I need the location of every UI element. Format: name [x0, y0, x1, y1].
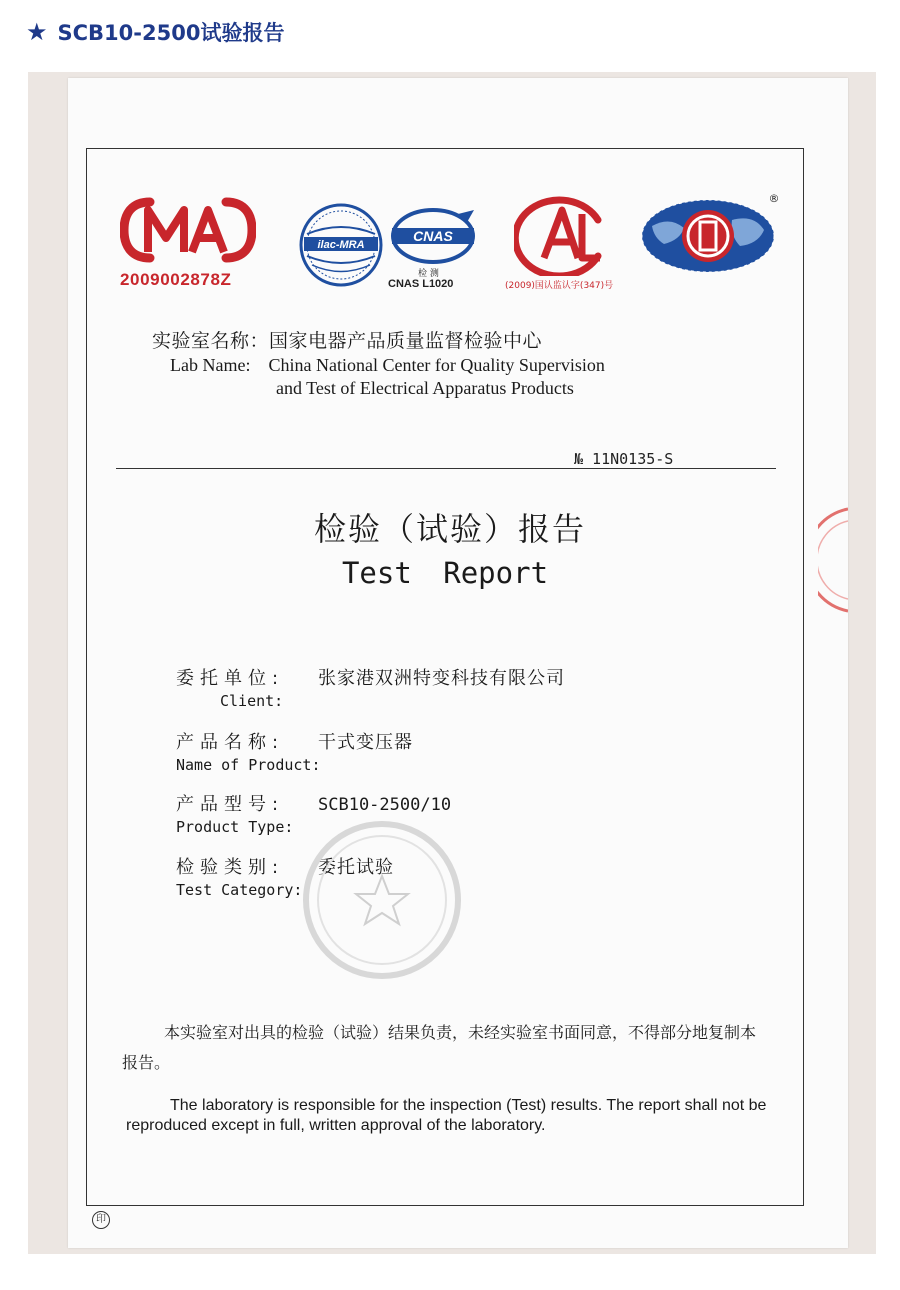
page-heading-text: SCB10-2500试验报告 [57, 21, 285, 45]
field-value: 张家港双洲特变科技有限公司 [318, 668, 565, 689]
print-mark-icon: 印 [92, 1211, 110, 1229]
page-heading [26, 14, 284, 50]
field-label-zh: 委托单位: [176, 668, 285, 689]
cma-code: 2009002878Z [120, 270, 232, 289]
ilac-text: ilac-MRA [317, 239, 365, 251]
star-icon: ★ [26, 18, 48, 46]
lab-name-en-line2: and Test of Electrical Apparatus Products [276, 378, 574, 398]
cnas-text: CNAS [413, 228, 453, 244]
field-label-en: Test Category: [176, 881, 303, 899]
cal-code: (2009)国认监认字(347)号 [505, 281, 614, 291]
field-value: 干式变压器 [318, 732, 413, 753]
field-product-name [176, 728, 413, 774]
cma-logo-icon [120, 194, 256, 268]
field-label-en: Client: [220, 692, 284, 710]
lab-name-en [170, 355, 605, 376]
divider [116, 468, 776, 469]
field-label-zh: 产品型号: [176, 794, 285, 815]
disclaimer-en: The laboratory is responsible for the inspection (Test) results. The report shall not be reproduced except in full, written approval of the laboratory. [126, 1097, 767, 1134]
field-label-zh: 产品名称: [176, 732, 285, 753]
field-value: 委托试验 [318, 857, 394, 878]
cnas-sub-label: 检 测 [418, 269, 439, 279]
field-value: SCB10-2500/10 [318, 795, 452, 815]
field-label-zh: 检验类别: [176, 857, 285, 878]
lab-name-en-line1: China National Center for Quality Supervision [268, 355, 605, 375]
cnas-code: CNAS L1020 [388, 278, 454, 290]
report-title-en: Test Report [341, 556, 549, 590]
field-client [176, 664, 565, 710]
field-label-en: Product Type: [176, 818, 294, 836]
ilac-mra-logo-icon [298, 202, 384, 288]
report-number: № 11N0135-S [574, 450, 674, 468]
registered-mark: ® [768, 192, 780, 205]
disclaimer-zh: 本实验室对出具的检验（试验）结果负责，未经实验室书面同意，不得部分地复制本报告。 [122, 1023, 757, 1072]
lab-name-zh: 实验室名称：国家电器产品质量监督检验中心 [152, 330, 543, 352]
lab-name-label: Lab Name: [170, 355, 251, 375]
report-title-zh: 检验（试验）报告 [313, 510, 586, 548]
field-label-en: Name of Product: [176, 756, 321, 774]
red-seal-icon [818, 505, 848, 615]
cqc-globe-logo-icon [640, 192, 782, 274]
embossed-seal-icon [300, 818, 464, 982]
cal-logo-icon [514, 196, 610, 276]
cnas-logo-icon [388, 206, 478, 264]
